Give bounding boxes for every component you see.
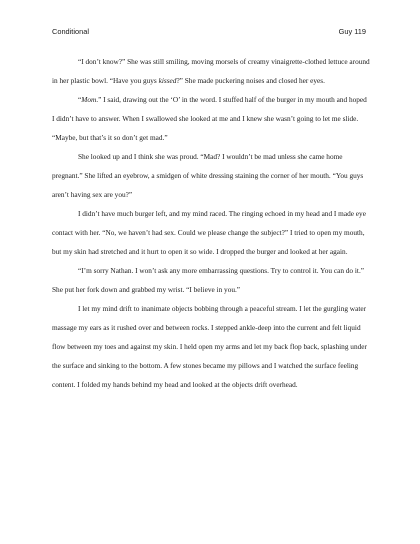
paragraph-2-italic: Mom xyxy=(81,95,97,104)
paragraph-4-text: I didn’t have much burger left, and my mind raced. The ringing echoed in my head and I made eye contact with her. “No, we haven’t had sex. Could we please change the subject?” I tried to open my mouth, but my skin had stretched and it hurt to open it so wide. I dropped the burger and looked at her again. xyxy=(52,209,366,256)
paragraph-2 xyxy=(52,90,370,147)
paragraph-6-text: I let my mind drift to inanimate objects bobbing through a peaceful stream. I let the gurgling water massage my ears as it rushed over and between rocks. I stepped ankle-deep into the current and felt liquid flow between my toes and against my skin. I held open my arms and let my back flop back, splashing under the surface and sinking to the bottom. A few stones became my pillows and I watched the surface feeling content. I folded my hands behind my head and looked at the objects drift overhead. xyxy=(52,304,367,389)
document-body xyxy=(52,52,370,394)
paragraph-3-text: She looked up and I think she was proud. “Mad? I wouldn’t be mad unless she came home pregnant.” She lifted an eyebrow, a smidgen of white dressing staining the corner of her mouth. “You guys aren’t having sex are you?” xyxy=(52,152,364,199)
paragraph-6 xyxy=(52,299,370,394)
paragraph-1-italic: kissed xyxy=(158,76,177,85)
paragraph-5-text: “I’m sorry Nathan. I won’t ask any more embarrassing questions. Try to control it. You can do it.” She put her fork down and grabbed my wrist. “I believe in you.” xyxy=(52,266,365,294)
paragraph-1-text-end: ?” She made puckering noises and closed her eyes. xyxy=(176,76,325,85)
paragraph-5 xyxy=(52,261,370,299)
paragraph-4 xyxy=(52,204,370,261)
paragraph-1 xyxy=(52,52,370,90)
paragraph-2-open-quote: “ xyxy=(78,95,82,104)
running-header xyxy=(52,27,366,39)
header-page-label: Guy 119 xyxy=(338,27,366,36)
paragraph-3 xyxy=(52,147,370,204)
paragraph-1-text: “I don’t know?” She was still smiling, moving morsels of creamy vinaigrette-clothed lettuce around in her plastic bowl. “Have you guys xyxy=(52,57,370,85)
paragraph-2-text: .” I said, drawing out the ‘O’ in the word. I stuffed half of the burger in my mouth and hoped I didn’t have to answer. When I swallowed she looked at me and I knew she wasn’t going to let me slide. “Maybe, but that’s it so don’t get mad.” xyxy=(52,95,367,142)
header-title: Conditional xyxy=(52,27,89,36)
